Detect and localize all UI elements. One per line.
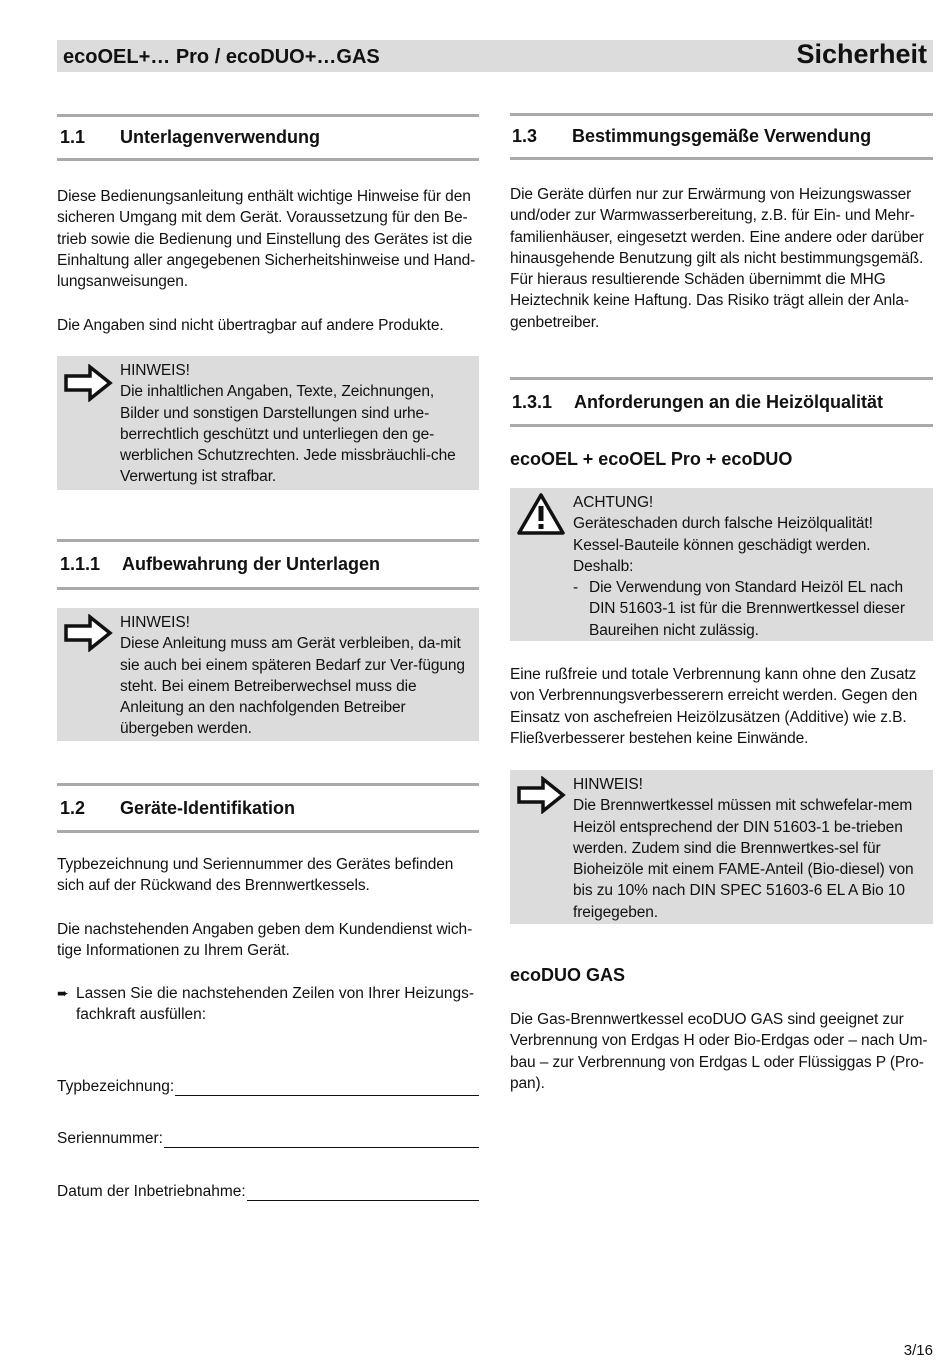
- page-header: [57, 40, 933, 72]
- serial-number-field[interactable]: [57, 1130, 479, 1148]
- page-number: 3/16: [903, 1342, 933, 1359]
- paragraph: Die Gas-Brennwertkessel ecoDUO GAS sind geeignet zur Verbrennung von Erdgas H oder Bio-Erdgas oder – nach Um-bau – zur Verbrennung von Erdgas L oder Flüssiggas P (Pro-pan).: [510, 1011, 928, 1092]
- notice-text: [573, 774, 927, 923]
- warning-label: ACHTUNG!: [573, 494, 654, 511]
- subsection-title: ecoOEL + ecoOEL Pro + ecoDUO: [510, 449, 793, 469]
- notice-box: [57, 356, 479, 490]
- instruction-item: [57, 983, 479, 1026]
- type-designation-field[interactable]: [57, 1078, 479, 1096]
- fill-in-line[interactable]: [247, 1183, 479, 1201]
- paragraph: Typbezeichnung und Seriennummer des Gerätes befinden sich auf der Rückwand des Brennwertkessels.: [57, 856, 454, 895]
- section-number: 1.1.1: [60, 554, 101, 574]
- paragraph: Diese Bedienungsanleitung enthält wichtige Hinweise für den sicheren Umgang mit dem Gerät. Voraussetzung für den Be-trieb sowie die Bedienung und Einstellung des Gerätes ist die Einhaltung aller angegebenen Sicherheitshinweise und Hand-lungsanweisungen.: [57, 188, 476, 291]
- section-title: Geräte-Identifikation: [120, 797, 296, 818]
- section-title: Unterlagenverwendung: [120, 127, 321, 147]
- section-number: 1.1: [60, 127, 86, 147]
- document-title: ecoOEL+… Pro / ecoDUO+…GAS: [63, 46, 380, 68]
- notice-text: [120, 360, 473, 488]
- section-title: Anforderungen an die Heizölqualität: [574, 391, 884, 412]
- notice-text: [120, 612, 473, 740]
- section-heading-1-2: [57, 783, 479, 833]
- notice-body: Diese Anleitung muss am Gerät verbleiben, da-mit sie auch bei einem späteren Bedarf zur Ver-fügung steht. Bei einem Betreiberwechsel muss die Anleitung an den nachfolgenden Betreiber übergeben werden.: [120, 635, 465, 738]
- instruction-text: Lassen Sie die nachstehenden Zeilen von Ihrer Heizungs-fachkraft ausfüllen:: [76, 985, 475, 1024]
- warning-line: Kessel-Bauteile können geschädigt werden.: [573, 536, 871, 554]
- warning-line: Geräteschaden durch falsche Heizölqualität!: [573, 515, 873, 533]
- paragraph: Die Angaben sind nicht übertragbar auf andere Produkte.: [57, 317, 444, 334]
- fill-in-line[interactable]: [164, 1130, 479, 1148]
- section-heading-1-3: [510, 113, 933, 160]
- paragraph: Die nachstehenden Angaben geben dem Kundendienst wich-tige Informationen zu Ihrem Gerät.: [57, 921, 473, 960]
- notice-body: Die inhaltlichen Angaben, Texte, Zeichnungen, Bilder und sonstigen Darstellungen sind urhe-berrechtlich geschützt und unterliegen den ge-werblichen Schutzrechten. Jede missbräuchli-che Verwertung ist strafbar.: [120, 383, 456, 486]
- notice-label: HINWEIS!: [120, 362, 190, 379]
- arrow-right-icon: [63, 614, 113, 652]
- arrow-bullet-icon: ➨: [57, 985, 69, 1001]
- notice-label: HINWEIS!: [120, 614, 190, 631]
- commissioning-date-field[interactable]: [57, 1183, 479, 1201]
- section-number: 1.3.1: [512, 391, 553, 412]
- field-label: Typbezeichnung:: [57, 1078, 175, 1095]
- warning-bullet: [573, 577, 927, 641]
- section-heading-1-1-1: [57, 539, 479, 590]
- field-label: Datum der Inbetriebnahme:: [57, 1183, 246, 1200]
- bullet-dash: -: [573, 579, 579, 597]
- warning-triangle-icon: [516, 492, 566, 536]
- fill-in-line[interactable]: [175, 1078, 479, 1096]
- section-title: Bestimmungsgemäße Verwendung: [572, 126, 872, 146]
- bullet-text: Die Verwendung von Standard Heizöl EL nach DIN 51603-1 ist für die Brennwertkessel dieser Baureihen nicht zulässig.: [589, 579, 905, 639]
- arrow-right-icon: [516, 776, 566, 814]
- section-heading-1-1: [57, 114, 479, 161]
- field-label: Seriennummer:: [57, 1130, 163, 1147]
- warning-text: [573, 492, 927, 641]
- paragraph: Die Geräte dürfen nur zur Erwärmung von Heizungswasser und/oder zur Warmwasserbereitung, z.B. für Ein- und Mehr-familienhäuser, eingesetzt werden. Eine andere oder darüber hinausgehende Benutzung gilt als nicht bestimmungsgemäß. Für hieraus resultierende Schäden übernimmt die MHG Heiztechnik keine Haftung. Das Risiko trägt allein der Anla-genbetreiber.: [510, 186, 924, 331]
- section-number: 1.2: [60, 797, 86, 818]
- notice-label: HINWEIS!: [573, 776, 643, 793]
- section-heading-1-3-1: [510, 377, 933, 427]
- arrow-right-icon: [63, 364, 113, 402]
- warning-line: Deshalb:: [573, 557, 634, 575]
- subsection-title: ecoDUO GAS: [510, 965, 626, 985]
- notice-body: Die Brennwertkessel müssen mit schwefelar-mem Heizöl entsprechend der DIN 51603-1 be-trieben werden. Zudem sind die Brennwertkes-sel für Bioheizöle mit einem FAME-Anteil (Bio-diesel) von bis zu 10% nach DIN SPEC 51603-6 EL A Bio 10 freigegeben.: [573, 797, 914, 921]
- section-title: Aufbewahrung der Unterlagen: [122, 554, 381, 574]
- chapter-title: Sicherheit: [796, 39, 927, 69]
- paragraph: Eine rußfreie und totale Verbrennung kann ohne den Zusatz von Verbrennungsverbesserern erreicht werden. Gegen den Einsatz von aschefreien Heizölzusätzen (Additive) wie z.B. Fließverbesserer bestehen keine Einwände.: [510, 666, 918, 747]
- notice-box: [510, 770, 933, 924]
- section-number: 1.3: [512, 126, 538, 146]
- notice-box: [57, 608, 479, 741]
- warning-box: [510, 488, 933, 641]
